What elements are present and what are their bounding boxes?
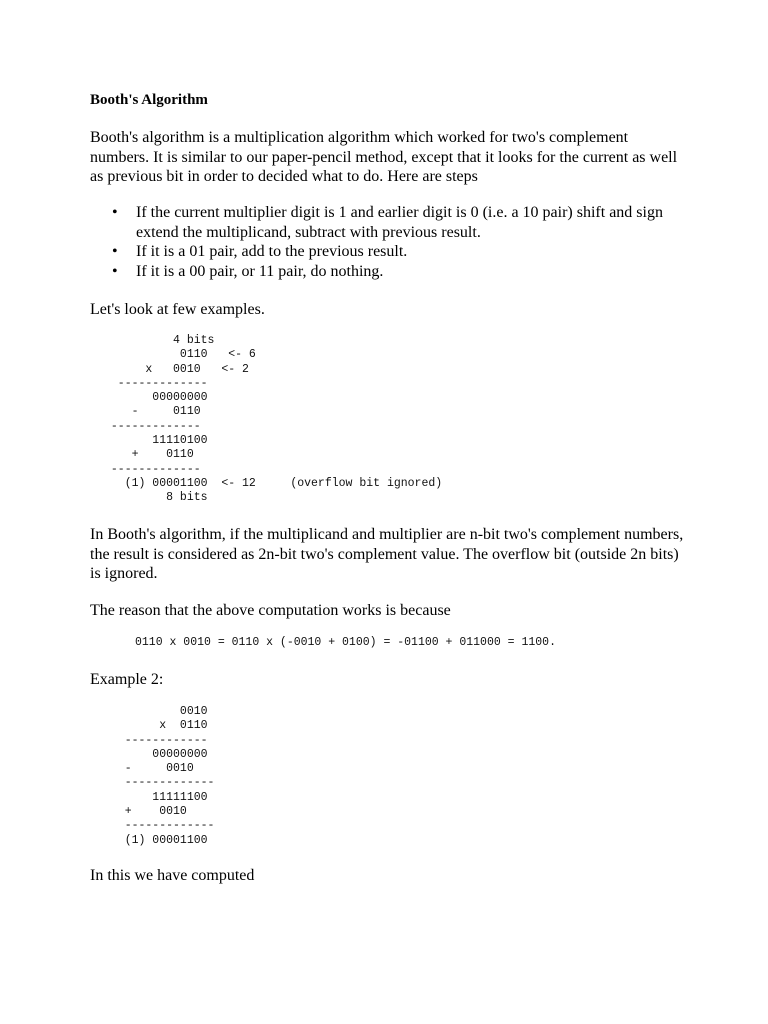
steps-list [90, 203, 690, 281]
intro-paragraph: Booth's algorithm is a multiplication algorithm which worked for two's complement numbers. It is similar to our paper-pencil method, except that it looks for the current as well as previous bit in order to decided what to do. Here are steps [90, 129, 678, 185]
bullet-marker: • [112, 243, 118, 260]
list-item [90, 262, 690, 282]
page-title: Booth's Algorithm [90, 92, 208, 108]
examples-intro: Let's look at few examples. [90, 301, 265, 318]
step-text: If it is a 00 pair, or 11 pair, do nothing. [136, 262, 384, 280]
example2-code-block: 0010 x 0110 ------------ 00000000 - 0010 ------------- 11111100 + 0010 ------------- (1) 00001100 [124, 705, 215, 847]
example2-label: Example 2: [90, 671, 164, 688]
list-item [90, 203, 690, 242]
list-item [90, 242, 690, 262]
step-text: If it is a 01 pair, add to the previous result. [136, 243, 408, 260]
closing-paragraph: In this we have computed [90, 867, 255, 884]
step-text: If the current multiplier digit is 1 and earlier digit is 0 (i.e. a 10 pair) shift and sign extend the multiplicand, subtract with previous result. [136, 204, 663, 241]
bullet-marker: • [112, 262, 118, 280]
reason-code-line: 0110 x 0010 = 0110 x (-0010 + 0100) = -01100 + 011000 = 1100. [135, 636, 556, 649]
reason-intro: The reason that the above computation works is because [90, 602, 451, 619]
example1-code-block: 4 bits 0110 <- 6 x 0010 <- 2 ------------- 00000000 - 0110 ------------- 11110100 + 0110 ------------- (1) 00001100 <- 12 (overflow bit ignored) 8 bits [110, 334, 443, 505]
bullet-marker: • [112, 204, 118, 221]
explanation-paragraph: In Booth's algorithm, if the multiplicand and multiplier are n-bit two's complement numbers, the result is considered as 2n-bit two's complement value. The overflow bit (outside 2n bits) is ignored. [90, 526, 684, 582]
